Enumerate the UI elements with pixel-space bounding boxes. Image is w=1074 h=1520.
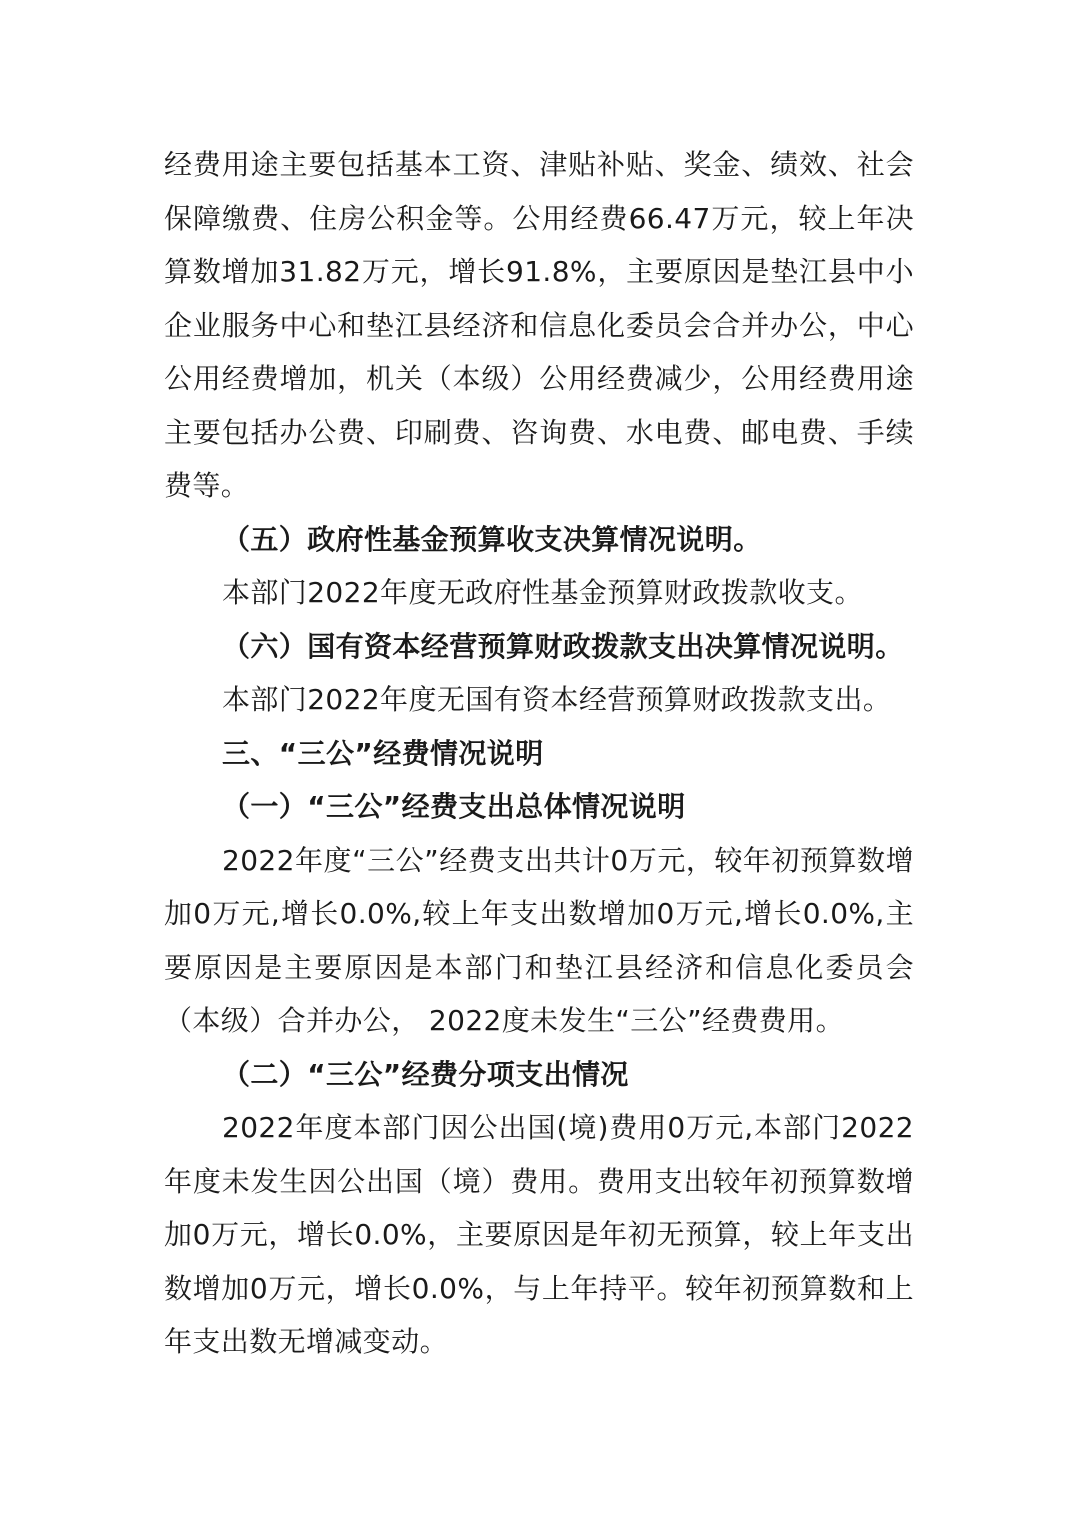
paragraph-personnel-and-public-expenses: 经费用途主要包括基本工资、津贴补贴、奖金、绩效、社会保障缴费、住房公积金等。公用经费66.47万元，较上年决算数增加31.82万元，增长91.8%，主要原因是垫江县中小企业服务中心和垫江县经济和信息化委员会合并办公，中心公用经费增加，机关（本级）公用经费减少，公用经费用途主要包括办公费、印刷费、咨询费、水电费、邮电费、手续费等。 (164, 148, 914, 502)
heading-three-public-itemized: （二）“三公”经费分项支出情况 (222, 1057, 629, 1091)
heading-state-capital-budget: （六）国有资本经营预算财政拨款支出决算情况说明。 (222, 629, 904, 663)
paragraph-state-capital-budget: 本部门2022年度无国有资本经营预算财政拨款支出。 (222, 683, 892, 716)
document-body (164, 138, 914, 1369)
heading-three-public-expenses: 三、“三公”经费情况说明 (222, 736, 544, 770)
heading-three-public-overall: （一）“三公”经费支出总体情况说明 (222, 790, 686, 823)
paragraph-three-public-overall: 2022年度“三公”经费支出共计0万元，较年初预算数增加0万元,增长0.0%,较上年支出数增加0万元,增长0.0%,主要原因是主要原因是本部门和垫江县经济和信息化委员会（本级）合并办公， 2022度未发生“三公”经费费用。 (164, 843, 914, 1037)
heading-government-fund-budget: （五）政府性基金预算收支决算情况说明。 (222, 522, 762, 556)
paragraph-three-public-itemized: 2022年度本部门因公出国(境)费用0万元,本部门2022年度未发生因公出国（境）费用。费用支出较年初预算数增加0万元，增长0.0%，主要原因是年初无预算，较上年支出数增加0万元，增长0.0%，与上年持平。较年初预算数和上年支出数无增减变动。 (164, 1111, 914, 1358)
paragraph-government-fund-budget: 本部门2022年度无政府性基金预算财政拨款收支。 (222, 576, 863, 609)
